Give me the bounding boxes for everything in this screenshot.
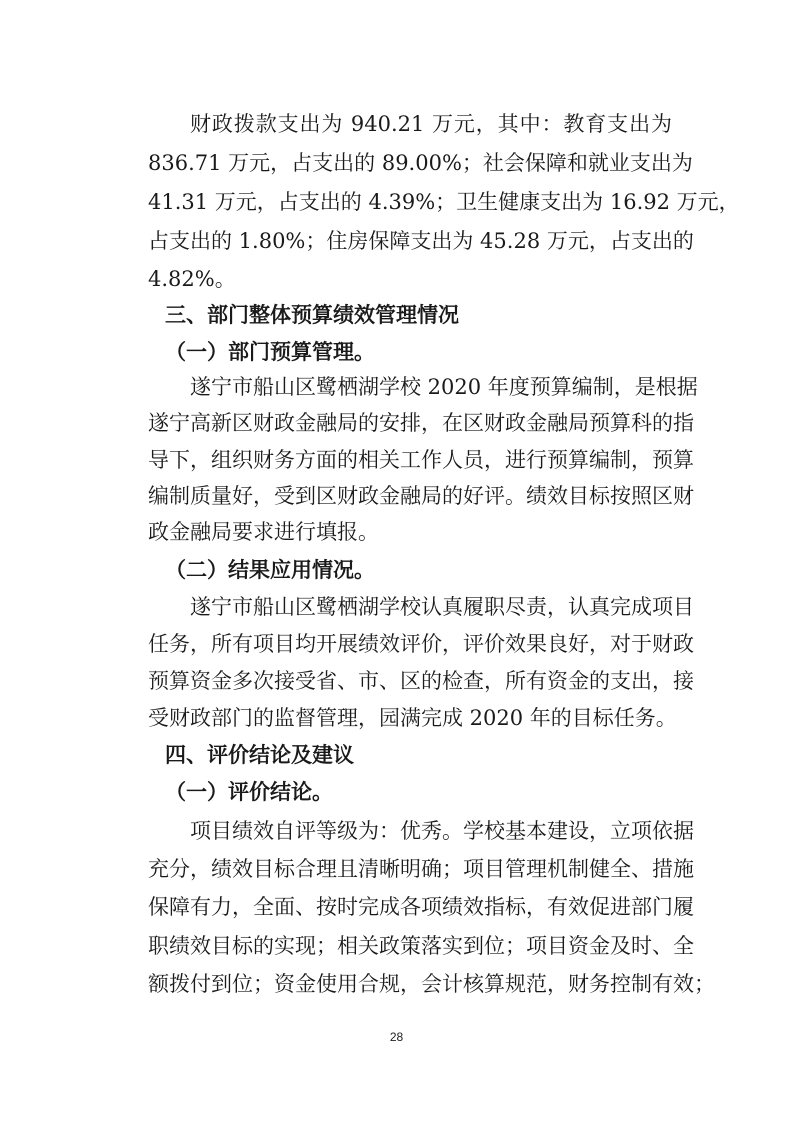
paragraph-line: 任务，所有项目均开展绩效评价，评价效果良好，对于财政 <box>148 632 694 656</box>
paragraph-line: 预算资金多次接受省、市、区的检查，所有资金的支出，接 <box>148 669 694 693</box>
paragraph-line: 遂宁市船山区鹭栖湖学校 2020 年度预算编制，是根据 <box>190 375 698 399</box>
paragraph-line: 额拨付到位；资金使用合规，会计核算规范，财务控制有效； <box>148 972 715 996</box>
paragraph-line: 政金融局要求进行填报。 <box>148 520 379 544</box>
paragraph-line: 41.31 万元，占支出的 4.39%；卫生健康支出为 16.92 万元， <box>148 190 740 214</box>
page-number: 28 <box>389 1030 404 1044</box>
paragraph-line: 4.82%。 <box>148 267 236 291</box>
paragraph-line: 遂宁高新区财政金融局的安排，在区财政金融局预算科的指 <box>148 411 694 435</box>
paragraph-line: 职绩效目标的实现；相关政策落实到位；项目资金及时、全 <box>148 934 694 958</box>
paragraph-line: 受财政部门的监督管理，园满完成 2020 年的目标任务。 <box>148 706 677 730</box>
paragraph-line: 充分，绩效目标合理且清晰明确；项目管理机制健全、措施 <box>148 857 694 881</box>
section-heading: 四、评价结论及建议 <box>165 743 354 767</box>
paragraph-line: 导下，组织财务方面的相关工作人员，进行预算编制，预算 <box>148 448 694 472</box>
paragraph-line: 836.71 万元，占支出的 89.00%；社会保障和就业支出为 <box>148 151 693 175</box>
paragraph-line: 占支出的 1.80%；住房保障支出为 45.28 万元，占支出的 <box>148 229 694 253</box>
paragraph-line: 财政拨款支出为 940.21 万元，其中：教育支出为 <box>190 112 672 136</box>
subsection-heading: （一）部门预算管理。 <box>165 340 375 364</box>
paragraph-line: 项目绩效自评等级为：优秀。学校基本建设，立项依据 <box>190 819 694 843</box>
paragraph-line: 编制质量好，受到区财政金融局的好评。绩效目标按照区财 <box>148 484 694 508</box>
paragraph-line: 遂宁市船山区鹭栖湖学校认真履职尽责，认真完成项目 <box>190 595 694 619</box>
paragraph-line: 保障有力，全面、按时完成各项绩效指标，有效促进部门履 <box>148 895 694 919</box>
subsection-heading: （二）结果应用情况。 <box>165 558 375 582</box>
subsection-heading: （一）评价结论。 <box>165 780 333 804</box>
section-heading: 三、部门整体预算绩效管理情况 <box>165 303 459 327</box>
